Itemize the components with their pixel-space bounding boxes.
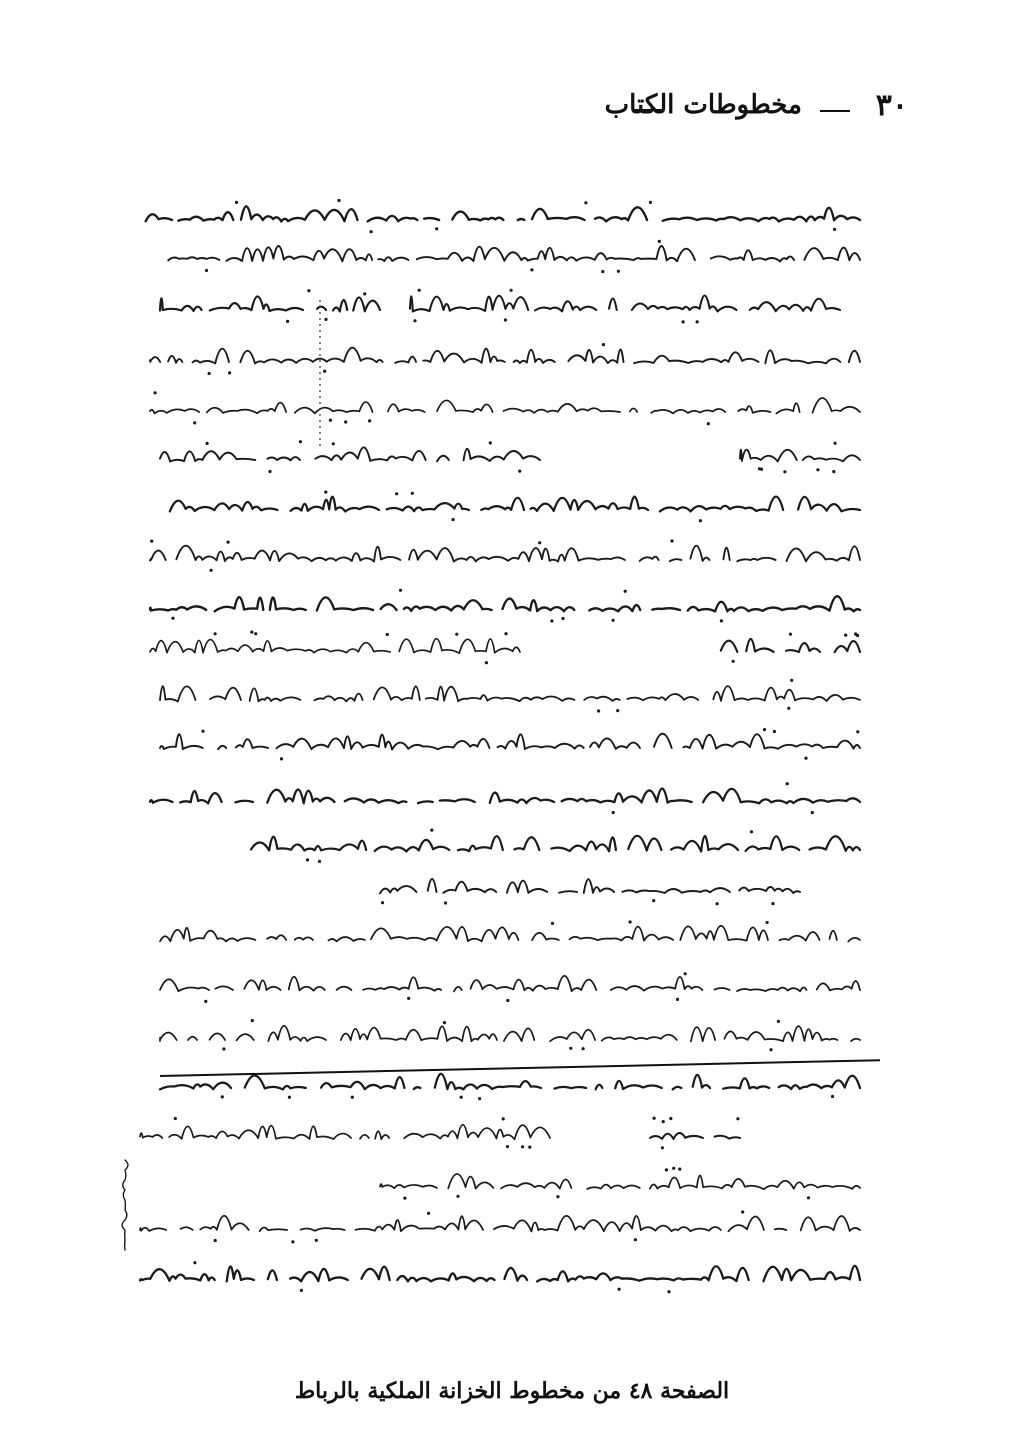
diacritic-dot	[707, 422, 710, 425]
running-header	[58, 86, 908, 130]
diacritic-dot	[506, 999, 509, 1002]
diacritic-dot	[205, 269, 208, 272]
diacritic-dot	[315, 1239, 318, 1242]
diacritic-dot	[653, 1117, 656, 1120]
diacritic-dot	[323, 370, 326, 373]
handwriting-line	[160, 296, 380, 311]
diacritic-dot	[221, 1095, 224, 1098]
handwriting-line	[150, 398, 860, 413]
diacritic-dot	[291, 1240, 294, 1243]
diacritic-dot	[569, 1047, 572, 1050]
handwriting-line	[153, 246, 860, 261]
diacritic-dot	[616, 709, 619, 712]
diacritic-dot	[741, 1210, 744, 1213]
diacritic-dot	[329, 419, 332, 422]
diacritic-dot	[831, 1095, 834, 1098]
handwriting-drawing	[120, 190, 880, 1310]
diacritic-dot	[332, 442, 335, 445]
diacritic-dot	[676, 998, 679, 1001]
diacritic-dot	[612, 811, 615, 814]
diacritic-dot	[386, 633, 389, 636]
diacritic-dot	[807, 1196, 810, 1199]
page-number: ٣٠	[875, 88, 908, 123]
diacritic-dot	[214, 632, 217, 635]
handwriting-line	[140, 1266, 860, 1282]
diacritic-dot	[771, 902, 774, 905]
diacritic-dot	[288, 1096, 291, 1099]
diacritic-dot	[403, 1197, 406, 1200]
diacritic-dot	[227, 541, 230, 544]
diacritic-dot	[399, 589, 402, 592]
handwriting-line	[140, 1216, 860, 1232]
diacritic-dot	[665, 1168, 668, 1171]
diacritic-dot	[832, 470, 835, 473]
diacritic-dot	[854, 632, 857, 635]
diacritic-dot	[518, 470, 521, 473]
handwriting-line	[150, 639, 520, 654]
diacritic-dot	[418, 289, 421, 292]
diacritic-dot	[171, 617, 174, 620]
diacritic-dot	[193, 1261, 196, 1264]
diacritic-dot	[430, 829, 433, 832]
handwriting-line	[160, 1026, 860, 1042]
diacritic-dot	[174, 1117, 177, 1120]
diacritic-dot	[617, 270, 620, 273]
diacritic-dot	[670, 539, 673, 542]
diacritic-dot	[307, 289, 310, 292]
diacritic-dot	[672, 1167, 675, 1170]
diacritic-dot	[210, 569, 213, 572]
handwriting-line	[740, 450, 860, 462]
diacritic-dot	[344, 420, 347, 423]
diacritic-dot	[804, 757, 807, 760]
diacritic-dot	[634, 1238, 637, 1241]
diacritic-dot	[602, 343, 605, 346]
diacritic-dot	[452, 518, 455, 521]
diacritic-dot	[504, 318, 507, 321]
diacritic-dot	[584, 201, 587, 204]
diacritic-dot	[787, 707, 790, 710]
diacritic-dot	[678, 1168, 681, 1171]
header-rule	[634, 109, 664, 111]
diacritic-dot	[538, 541, 541, 544]
handwriting-line	[160, 447, 540, 461]
diacritic-dot	[250, 631, 253, 634]
diacritic-dot	[760, 468, 763, 471]
handwriting-line	[380, 879, 800, 893]
diacritic-dot	[395, 492, 398, 495]
diacritic-dot	[662, 1120, 665, 1123]
handwriting-line	[140, 1125, 550, 1140]
diacritic-dot	[254, 632, 257, 635]
diacritic-dot	[235, 201, 238, 204]
diacritic-dot	[306, 858, 309, 861]
diacritic-dot	[530, 268, 533, 271]
handwriting-line	[160, 1074, 860, 1090]
diacritic-dot	[556, 1195, 559, 1198]
diacritic-dot	[324, 318, 327, 321]
diacritic-dot	[300, 1289, 303, 1292]
diacritic-dot	[455, 633, 458, 636]
diacritic-dot	[510, 289, 513, 292]
diacritic-dot	[478, 1097, 481, 1100]
diacritic-dot	[811, 811, 814, 814]
diacritic-dot	[443, 1021, 446, 1024]
image-caption: الصفحة ٤٨ من مخطوط الخزانة الملكية بالرباط	[294, 1378, 730, 1404]
diacritic-dot	[363, 292, 366, 295]
diacritic-dot	[435, 227, 438, 230]
diacritic-dot	[716, 902, 719, 905]
diacritic-dot	[601, 270, 604, 273]
diacritic-dot	[652, 899, 655, 902]
diacritic-dot	[268, 470, 271, 473]
diacritic-dot	[528, 1146, 531, 1149]
diacritic-dot	[629, 920, 632, 923]
diacritic-dot	[456, 1195, 459, 1198]
diacritic-dot	[769, 1048, 772, 1051]
diacritic-dot	[370, 230, 373, 233]
handwriting-line	[157, 497, 860, 512]
diacritic-dot	[427, 1212, 430, 1215]
diacritic-dot	[337, 199, 340, 202]
diacritic-dot	[506, 1145, 509, 1148]
diacritic-dot	[618, 1288, 621, 1291]
diacritic-dot	[612, 619, 615, 622]
margin-note	[122, 1160, 128, 1250]
diacritic-dot	[763, 728, 766, 731]
diacritic-dot	[299, 440, 302, 443]
handwriting-line	[139, 348, 860, 364]
diacritic-dot	[732, 660, 735, 663]
diacritic-dot	[407, 997, 410, 1000]
diacritic-dot	[720, 619, 723, 622]
diacritic-dot	[504, 632, 507, 635]
handwriting-line	[150, 596, 860, 611]
diacritic-dot	[790, 679, 793, 682]
diacritic-dot	[682, 320, 685, 323]
header-rule	[820, 110, 850, 112]
diacritic-dot	[324, 491, 327, 494]
handwriting-line	[136, 206, 860, 221]
diacritic-dot	[669, 1117, 672, 1120]
diacritic-dot	[201, 730, 204, 733]
diacritic-dot	[154, 391, 157, 394]
diacritic-dot	[551, 922, 554, 925]
handwriting-line	[410, 295, 840, 311]
diacritic-dot	[222, 1047, 225, 1050]
diacritic-dot	[208, 372, 211, 375]
diacritic-dot	[351, 1096, 354, 1099]
handwriting-line	[705, 639, 860, 652]
diacritic-dot	[521, 1145, 524, 1148]
diacritic-dot	[684, 972, 687, 975]
diacritic-dot	[661, 1146, 664, 1149]
diacritic-dot	[444, 901, 447, 904]
diacritic-dot	[413, 319, 416, 322]
diacritic-dot	[550, 619, 553, 622]
separator-line	[160, 1060, 880, 1076]
diacritic-dot	[834, 442, 837, 445]
diacritic-dot	[649, 201, 652, 204]
diacritic-dot	[204, 1000, 207, 1003]
diacritic-dot	[624, 590, 627, 593]
handwriting-line	[650, 1133, 740, 1139]
diacritic-dot	[777, 1020, 780, 1023]
diacritic-dot	[582, 1047, 585, 1050]
diacritic-dot	[206, 442, 209, 445]
diacritic-dot	[489, 441, 492, 444]
diacritic-dot	[766, 921, 769, 924]
diacritic-dot	[816, 468, 819, 471]
diacritic-dot	[789, 633, 792, 636]
diacritic-dot	[658, 240, 661, 243]
diacritic-dot	[318, 860, 321, 863]
diacritic-dot	[750, 830, 753, 833]
diacritic-dot	[667, 1290, 670, 1293]
diacritic-dot	[193, 421, 196, 424]
handwriting-line	[160, 976, 860, 992]
diacritic-dot	[485, 661, 488, 664]
diacritic-dot	[150, 540, 153, 543]
diacritic-dot	[460, 1096, 463, 1099]
handwriting-line	[236, 836, 860, 852]
diacritic-dot	[411, 492, 414, 495]
handwriting-line	[380, 1174, 860, 1189]
diacritic-dot	[736, 1117, 739, 1120]
manuscript-image	[120, 190, 880, 1310]
diacritic-dot	[844, 634, 847, 637]
diacritic-dot	[833, 228, 836, 231]
diacritic-dot	[786, 782, 789, 785]
book-title: مخطوطات الكتاب	[604, 90, 802, 120]
diacritic-dot	[502, 1117, 505, 1120]
handwriting-line	[160, 926, 860, 942]
diacritic-dot	[381, 901, 384, 904]
diacritic-dot	[286, 320, 289, 323]
diacritic-dot	[696, 320, 699, 323]
diacritic-dot	[597, 709, 600, 712]
handwriting-line	[136, 546, 860, 562]
diacritic-dot	[561, 617, 564, 620]
handwriting-line	[150, 789, 860, 804]
diacritic-dot	[856, 730, 859, 733]
diacritic-dot	[228, 371, 231, 374]
diacritic-dot	[783, 470, 786, 473]
diacritic-dot	[280, 757, 283, 760]
diacritic-dot	[773, 730, 776, 733]
handwriting-line	[160, 686, 860, 701]
diacritic-dot	[368, 419, 371, 422]
diacritic-dot	[699, 519, 702, 522]
diacritic-dot	[251, 1019, 254, 1022]
diacritic-dot	[214, 1239, 217, 1242]
handwriting-line	[160, 734, 860, 750]
